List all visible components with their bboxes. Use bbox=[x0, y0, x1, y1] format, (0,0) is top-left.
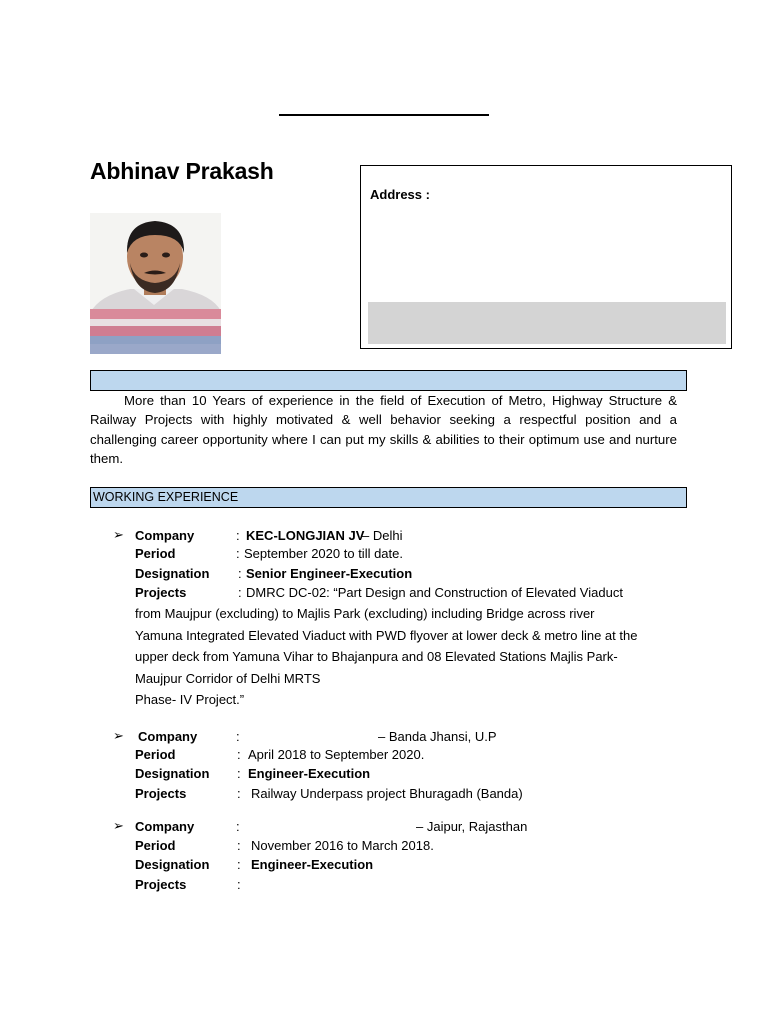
experience-heading: WORKING EXPERIENCE bbox=[93, 490, 239, 504]
address-label: Address : bbox=[370, 187, 430, 202]
period-label: Period bbox=[135, 747, 176, 762]
designation-value: Engineer-Execution bbox=[248, 766, 371, 781]
projects-description bbox=[135, 603, 677, 711]
period-value: September 2020 to till date. bbox=[244, 546, 403, 561]
colon: : bbox=[237, 877, 241, 892]
address-box bbox=[360, 165, 732, 349]
colon: : bbox=[236, 546, 240, 561]
arrow-bullet-icon: ➢ bbox=[113, 818, 124, 833]
profile-photo-image bbox=[90, 213, 221, 354]
projects-line: from Maujpur (excluding) to Majlis Park (excluding) including Bridge across river bbox=[135, 606, 595, 621]
designation-label: Designation bbox=[135, 566, 210, 581]
company-location: – Delhi bbox=[362, 528, 403, 543]
designation-label: Designation bbox=[135, 766, 210, 781]
colon: : bbox=[238, 566, 242, 581]
candidate-name: Abhinav Prakash bbox=[90, 158, 274, 184]
company-label: Company bbox=[135, 819, 195, 834]
projects-label: Projects bbox=[135, 585, 187, 600]
company-name: KEC-LONGJIAN JV bbox=[246, 528, 365, 543]
arrow-bullet-icon: ➢ bbox=[113, 728, 124, 743]
colon: : bbox=[236, 528, 240, 543]
top-divider-line bbox=[279, 114, 489, 116]
projects-first-line: DMRC DC-02: “Part Design and Construction of Elevated Viaduct bbox=[246, 585, 623, 600]
projects-value: Railway Underpass project Bhuragadh (Banda) bbox=[251, 786, 523, 801]
company-location: – Jaipur, Rajasthan bbox=[416, 819, 528, 834]
period-label: Period bbox=[135, 838, 176, 853]
summary-text: More than 10 Years of experience in the field of Execution of Metro, Highway Structure & Railway Projects with highly motivated & well behavior seeking a respectful position and a challenging career opportunity where I can put my skills & abilities to their optimum use and nurture them. bbox=[90, 393, 677, 466]
designation-value: Engineer-Execution bbox=[251, 857, 374, 872]
period-label: Period bbox=[135, 546, 176, 561]
summary-paragraph bbox=[90, 391, 677, 468]
experience-heading-bar bbox=[90, 487, 687, 508]
colon: : bbox=[236, 729, 240, 744]
designation-label: Designation bbox=[135, 857, 210, 872]
colon: : bbox=[237, 747, 241, 762]
colon: : bbox=[238, 585, 242, 600]
profile-photo bbox=[90, 213, 221, 354]
projects-line: Phase- IV Project.” bbox=[135, 692, 245, 708]
colon: : bbox=[237, 857, 241, 872]
projects-label: Projects bbox=[135, 786, 187, 801]
projects-line: upper deck from Yamuna Vihar to Bhajanpura and 08 Elevated Stations Majlis Park- bbox=[135, 649, 618, 665]
address-redacted-bar bbox=[368, 302, 726, 344]
colon: : bbox=[237, 786, 241, 801]
period-value: November 2016 to March 2018. bbox=[251, 838, 434, 853]
arrow-bullet-icon: ➢ bbox=[113, 527, 124, 542]
company-location: – Banda Jhansi, U.P bbox=[378, 729, 497, 744]
projects-line: Maujpur Corridor of Delhi MRTS bbox=[135, 670, 321, 686]
company-label: Company bbox=[135, 528, 195, 543]
designation-value: Senior Engineer-Execution bbox=[246, 566, 413, 581]
company-label: Company bbox=[138, 729, 198, 744]
summary-heading-bar bbox=[90, 370, 687, 391]
projects-line: Yamuna Integrated Elevated Viaduct with PWD flyover at lower deck & metro line at the bbox=[135, 627, 638, 643]
colon: : bbox=[237, 838, 241, 853]
colon: : bbox=[236, 819, 240, 834]
colon: : bbox=[237, 766, 241, 781]
period-value: April 2018 to September 2020. bbox=[248, 747, 425, 762]
projects-label: Projects bbox=[135, 877, 187, 892]
